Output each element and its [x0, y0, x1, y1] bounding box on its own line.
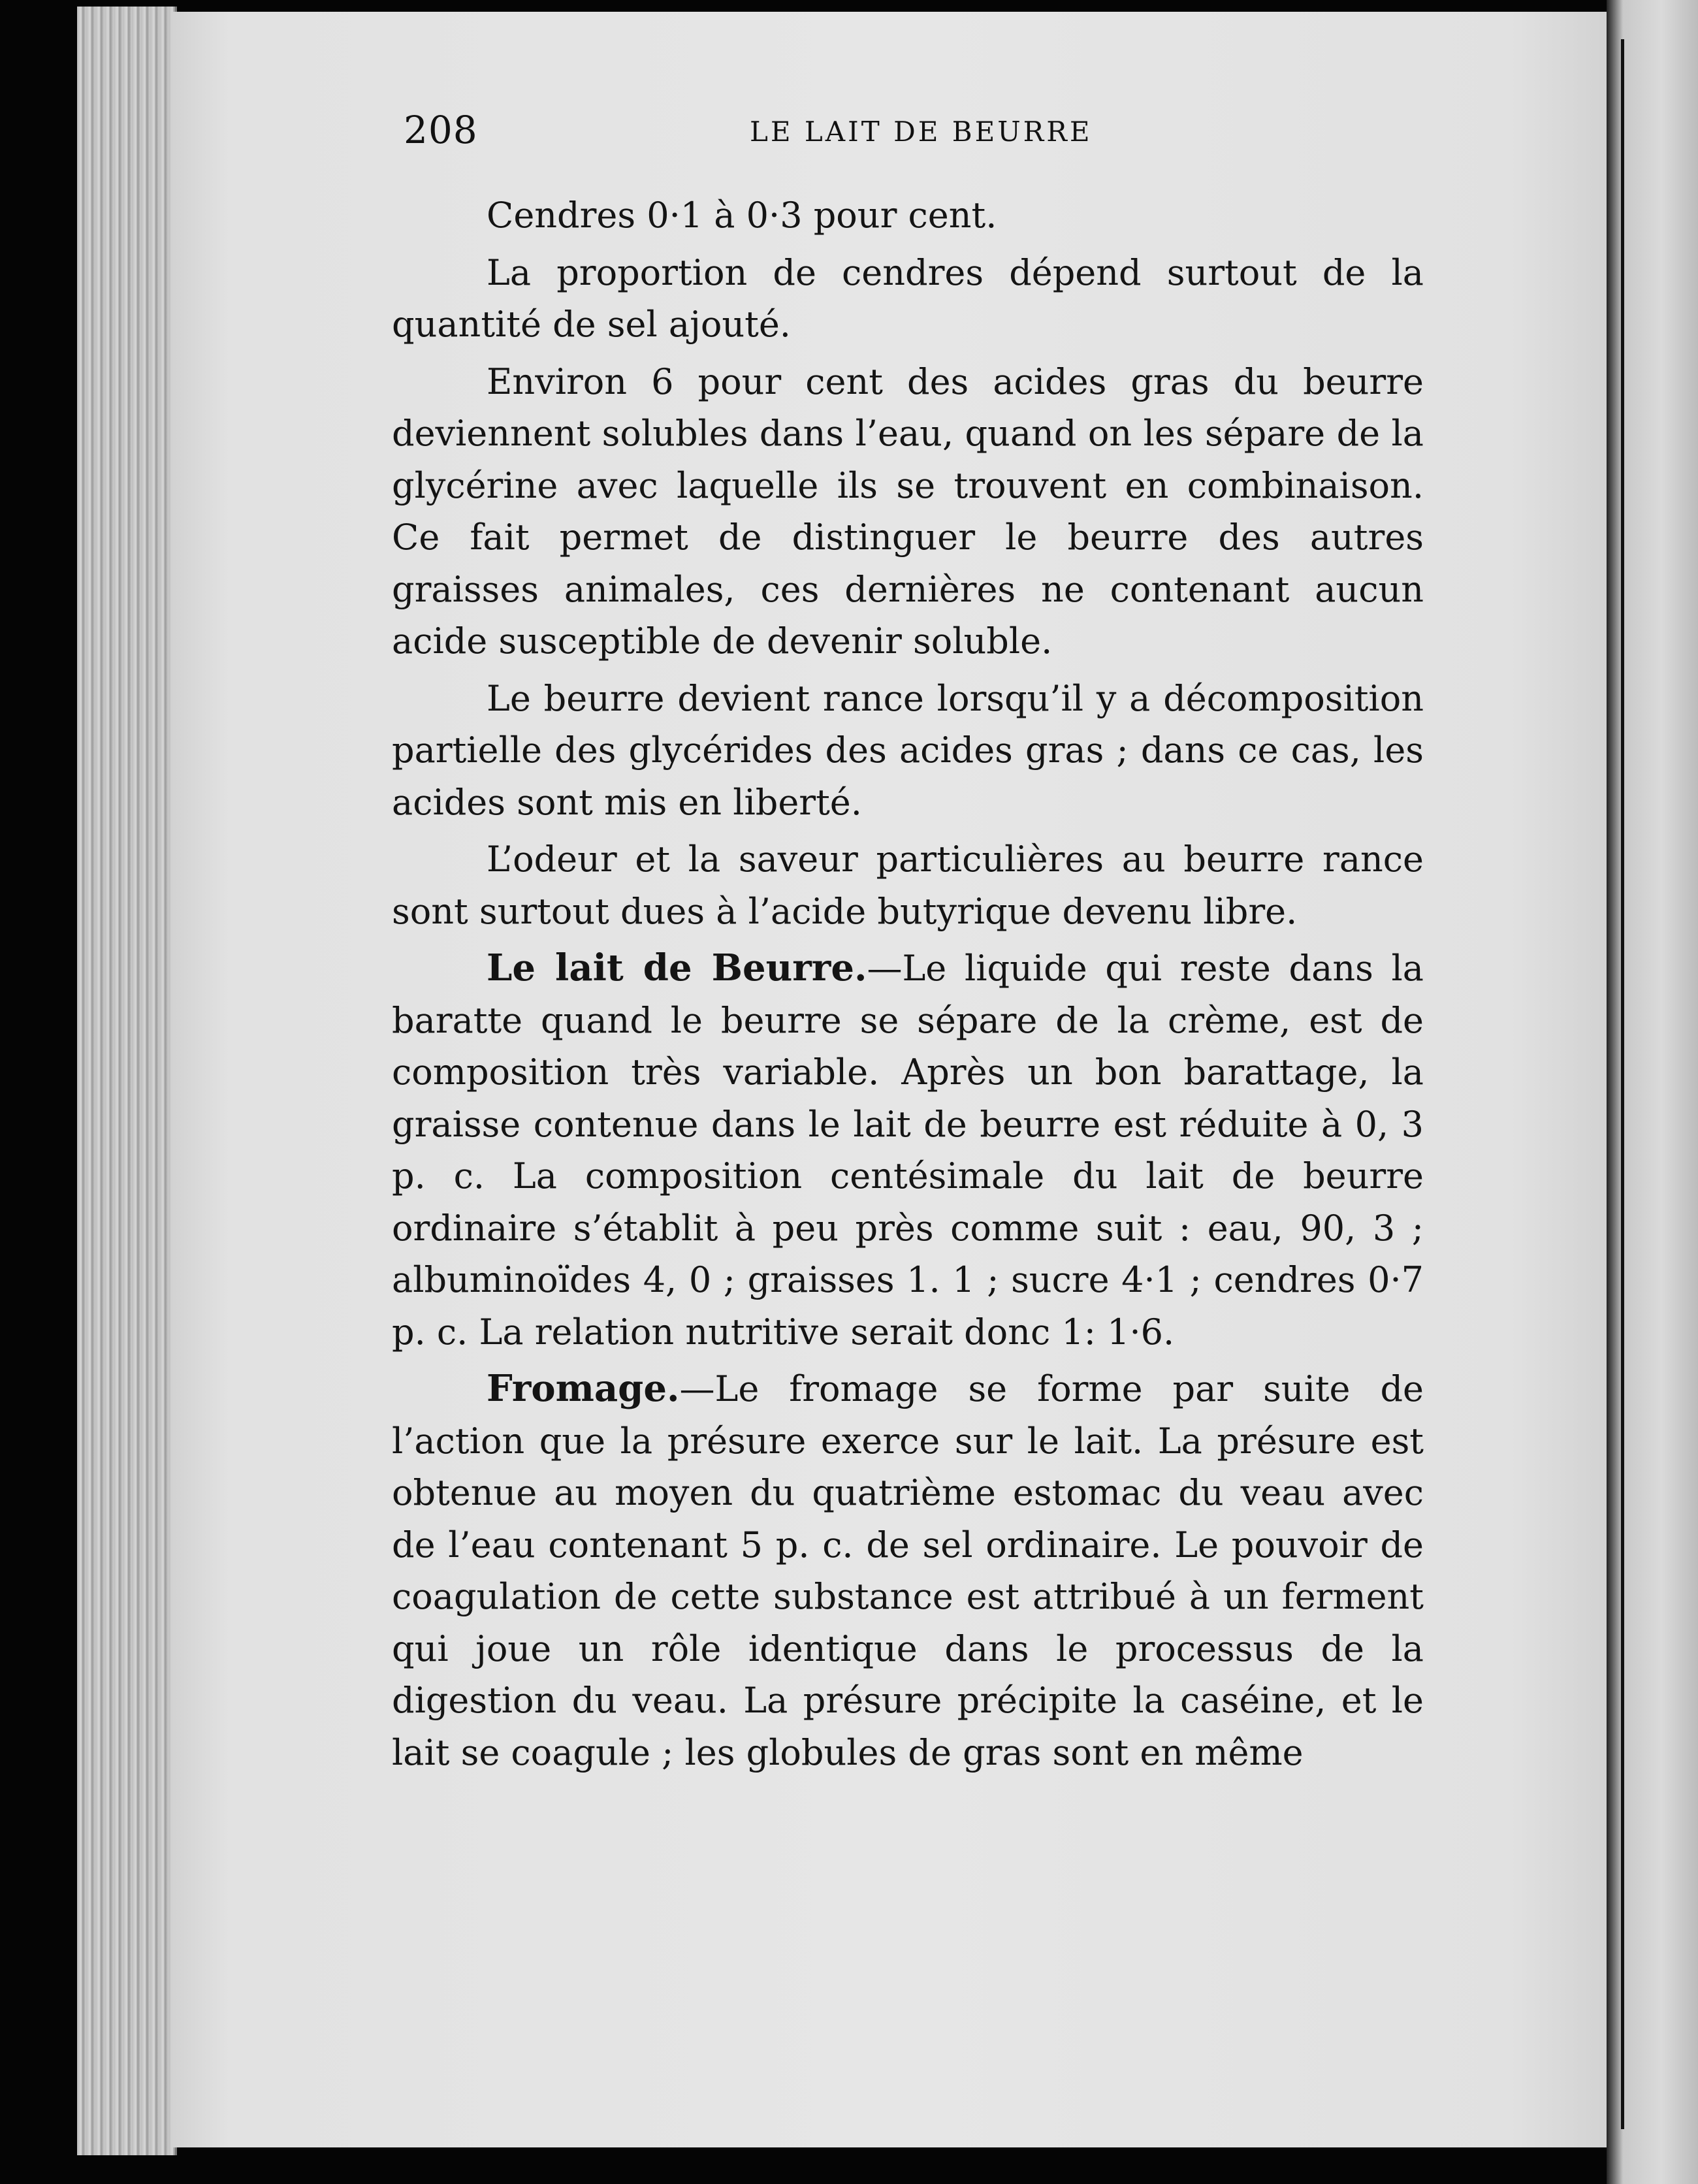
paragraph-proportion: La proportion de cendres dépend surtout de la quantité de sel ajouté. [392, 251, 1424, 345]
paragraph-rance: Le beurre devient rance lorsqu’il y a décomposition partielle des glycérides des acides gras ; dans ce cas, les acides sont mis en liberté. [392, 677, 1424, 823]
page-crease [1621, 39, 1624, 2129]
section-heading-fromage: Fromage. [487, 1367, 680, 1410]
section-lait-de-beurre [392, 942, 1424, 1358]
section-text-lait-de-beurre: —Le liquide qui reste dans la baratte quand le beurre se sépare de la crème, est de composition très variable. Après un bon barattage, la graisse contenue dans le lait de beurre est réduite à 0, 3 p. c. La composition centésimale du lait de beurre ordinaire s’établit à peu près comme suit : eau, 90, 3 ; albuminoïdes 4, 0 ; graisses 1. 1 ; sucre 4·1 ; cendres 0·7 p. c. La relation nutritive serait donc 1: 1·6. [392, 948, 1424, 1353]
section-heading-lait-de-beurre: Le lait de Beurre. [487, 946, 867, 989]
section-fromage [392, 1363, 1424, 1778]
page-number: 208 [404, 108, 478, 152]
paragraph-cendres: Cendres 0·1 à 0·3 pour cent. [487, 195, 997, 236]
running-title: LE LAIT DE BEURRE [750, 116, 1093, 148]
next-page-edge [1607, 0, 1698, 2184]
book-page-edges [77, 7, 177, 2155]
paragraph-acides-gras: Environ 6 pour cent des acides gras du beurre deviennent solubles dans l’eau, quand on les sépare de la glycérine avec laquelle ils se trouvent en combinaison. Ce fait permet de distinguer le beurre des autres graisses animales, ces dernières ne contenant aucun acide susceptible de devenir soluble. [392, 361, 1424, 662]
page-header [404, 108, 1422, 167]
paragraph-odeur: L’odeur et la saveur particulières au beurre rance sont surtout dues à l’acide butyrique devenu libre. [392, 839, 1424, 932]
body-text [392, 189, 1424, 1784]
section-text-fromage: —Le fromage se forme par suite de l’action que la présure exerce sur le lait. La présure est obtenue au moyen du quatrième estomac du veau avec de l’eau contenant 5 p. c. de sel ordinaire. Le pouvoir de coagulation de cette substance est attribué à un ferment qui joue un rôle identique dans le processus de la digestion du veau. La présure précipite la caséine, et le lait se coagule ; les globules de gras sont en même [392, 1368, 1424, 1773]
